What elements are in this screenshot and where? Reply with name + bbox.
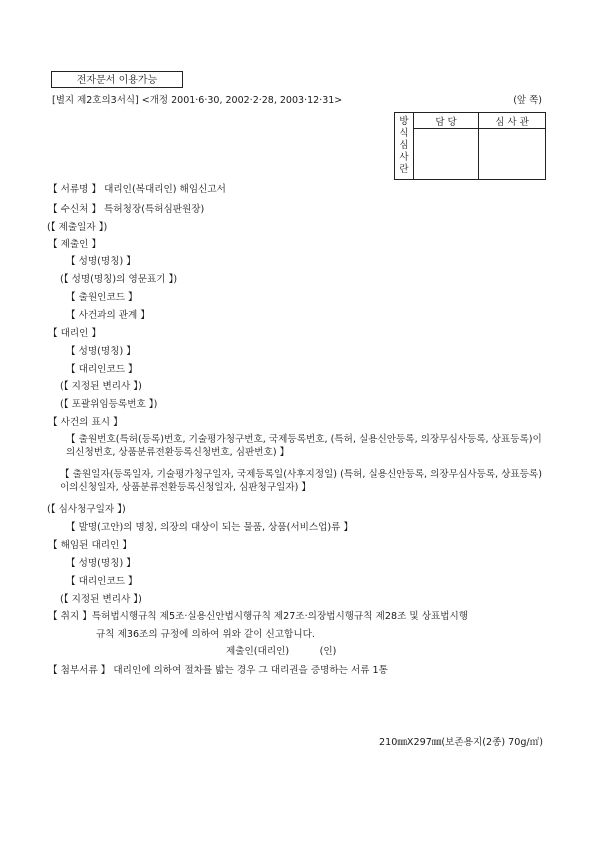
field-invention-title: 【 발명(고안)의 명칭, 의장의 대상이 되는 물품, 상품(서비스업)류 】 [66, 522, 354, 533]
exam-col-examiner: 심 사 관 [479, 113, 546, 129]
field-dismissed-agent-name: 【 성명(명칭) 】 [66, 558, 136, 569]
form-header [52, 94, 542, 107]
section-agent: 【 대리인 】 [48, 328, 102, 339]
field-application-number: 【 출원번호(특허(등록)번호, 기술평가청구번호, 국제등록번호, (특허, 실용신안등록, 의장무심사등록, 상표등록)이의신청번호, 상품분류전환등록신청번호, 심판번호) 】 [66, 434, 542, 458]
form-reference: [별지 제2호의3서식] <개정 2001·6·30, 2002·2·28, 2003·12·31> [52, 95, 343, 106]
field-purpose-cont: 규칙 제36조의 규정에 의하여 위와 같이 신고합니다. [96, 629, 315, 640]
field-dismissed-agent-code: 【 대리인코드 】 [66, 576, 138, 587]
field-blanket-power-number: (【 포괄위임등록번호 】) [60, 399, 158, 410]
field-dismissed-designated-attorney: (【 지정된 변리사 】) [60, 594, 142, 605]
exam-vertical-text: 방 식 심 사 란 [399, 116, 409, 175]
section-submitter: 【 제출인 】 [48, 239, 102, 250]
examination-table [394, 112, 546, 180]
field-submitter-english-name: (【 성명(명칭)의 영문표기 】) [60, 274, 178, 285]
field-designated-attorney: (【 지정된 변리사 】) [60, 381, 142, 392]
field-document-name: 【 서류명 】 대리인(복대리인) 해임신고서 [48, 184, 226, 195]
field-exam-request-date: (【 심사청구일자 】) [47, 504, 126, 515]
field-application-date: 【 출원일자(등록일자, 기술평가청구일자, 국제등록일(사후지정일) (특허, 실용신안등록, 의장무심사등록, 상표등록)이의신청일자, 상품분류전환등록신청일자, 심판청구일자) 】 [60, 469, 542, 493]
section-case-indication: 【 사건의 표시 】 [48, 417, 123, 428]
section-dismissed-agent: 【 해임된 대리인 】 [48, 540, 132, 551]
field-agent-name: 【 성명(명칭) 】 [66, 346, 136, 357]
field-submitter-seal: 제출인(대리인) (인) [226, 646, 337, 657]
field-agent-code: 【 대리인코드 】 [66, 364, 138, 375]
field-applicant-code: 【 출원인코드 】 [66, 292, 138, 303]
field-case-relation: 【 사건과의 관계 】 [66, 310, 150, 321]
electronic-doc-label: 전자문서 이용가능 [51, 71, 183, 88]
exam-vertical-label [395, 113, 414, 180]
exam-cell-examiner [479, 129, 546, 180]
field-submitter-name: 【 성명(명칭) 】 [66, 256, 136, 267]
field-purpose: 【 취지 】특허법시행규칙 제5조·실용신안법시행규칙 제27조·의장법시행규칙 제28조 및 상표법시행 [48, 611, 469, 622]
paper-size-note: 210㎜X297㎜(보존용지(2종) 70g/㎡) [379, 737, 543, 748]
exam-col-staff: 담 당 [414, 113, 479, 129]
field-submission-date: (【 제출일자 】) [47, 222, 108, 233]
page-side-label: (앞 쪽) [513, 95, 542, 106]
field-recipient: 【 수신처 】 특허청장(특허심판원장) [48, 204, 205, 215]
field-attachments: 【 첨부서류 】 대리인에 의하여 절차를 밟는 경우 그 대리권을 증명하는 서류 1통 [48, 665, 388, 676]
exam-cell-staff [414, 129, 479, 180]
